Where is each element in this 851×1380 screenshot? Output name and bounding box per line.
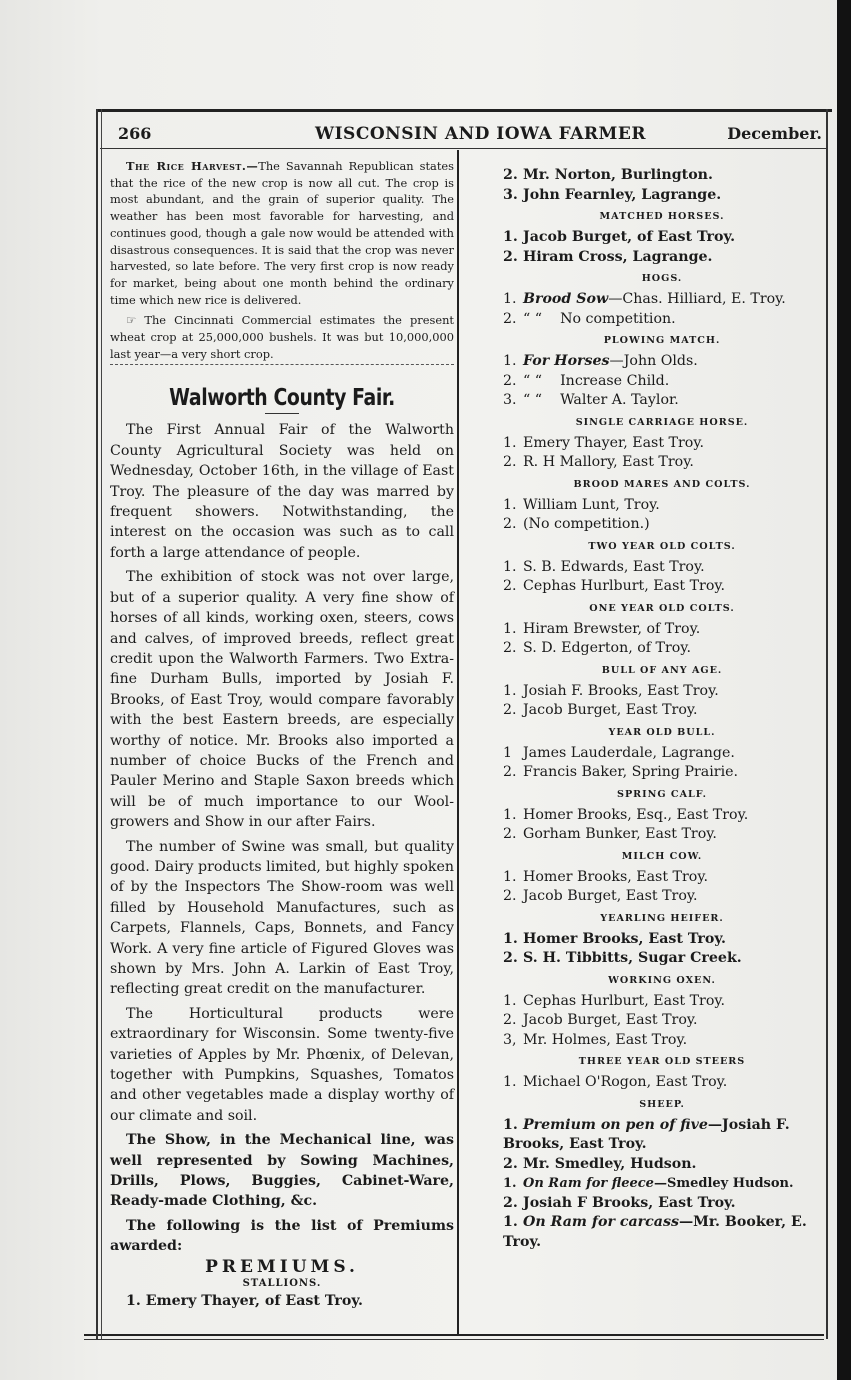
premium-entry: 2. Mr. Norton, Burlington. [503,167,713,183]
premium-entry: 2. Cephas Hurlburt, East Troy. [503,578,726,594]
premium-entry: 1. William Lunt, Troy. [503,496,660,513]
section-heading: BROOD MARES AND COLTS. [573,478,751,490]
premium-entry: 3. “ “ Walter A. Taylor. [503,392,679,408]
frame-rule [100,148,828,149]
article-heading: The Rice Harvest.— [126,159,259,173]
section-heading: SPRING CALF. [617,788,707,800]
fair-paragraph: The First Annual Fair of the Walworth County Agricultural Society was held on Wednesday, October 16th, in the village of East Troy. The pleasure of the day was marred by frequent showers. Notwithstanding, the interest on the occasion was such as to call forth a large attendance of people. [110,422,454,561]
frame-rule [84,1334,824,1336]
scan-edge [837,0,851,1380]
premium-entry: 1. Cephas Hurlburt, East Troy. [503,992,726,1009]
section-heading: TWO YEAR OLD COLTS. [588,540,736,552]
section-heading: ONE YEAR OLD COLTS. [589,602,735,614]
premium-entry: 1. Emery Thayer, East Troy. [503,434,704,451]
frame-rule [84,1339,824,1340]
frame-rule [96,109,98,1339]
premium-entry: 1. Homer Brooks, East Troy. [503,868,708,885]
premium-entry: 3, Mr. Holmes, East Troy. [503,1031,688,1048]
premium-entry: 1. Homer Brooks, East Troy. [503,930,726,947]
section-heading: YEARLING HEIFER. [600,912,724,924]
premium-entry: 2. Mr. Smedley, Hudson. [503,1155,697,1172]
premium-entry: 1 James Lauderdale, Lagrange. [503,744,735,761]
page-number: 266 [118,124,152,143]
premium-entry: 2. Jacob Burget, East Troy. [503,888,698,904]
section-heading: YEAR OLD BULL. [608,726,716,738]
premium-entry: 1. Emery Thayer, of East Troy. [126,1292,363,1309]
premium-entry: 1. Brood Sow—Chas. Hilliard, E. Troy. [503,291,786,307]
premium-entry: 1. For Horses—John Olds. [503,353,698,369]
note-text: The Cincinnati Commercial estimates the present wheat crop at 25,000,000 bushels. It was but 10,000,000 last year—a very short crop. [110,313,454,361]
article-title: Walworth County Fair. [169,385,395,412]
premium-entry: 2. Josiah F Brooks, East Troy. [503,1194,736,1211]
premium-entry: 2. Hiram Cross, Lagrange. [503,248,713,265]
premium-entry: 1. Homer Brooks, Esq., East Troy. [503,806,749,823]
fair-paragraph: The following is the list of Premiums awarded: [110,1217,454,1255]
premium-entry: 1. On Ram for fleece—Smedley Hudson. [503,1176,794,1191]
premium-entry: 1. Michael O'Rogon, East Troy. [503,1074,728,1090]
premium-entry: 1. S. B. Edwards, East Troy. [503,558,705,575]
rice-harvest-article [110,158,454,308]
premium-entry: 1. Jacob Burget, of East Troy. [503,229,736,245]
right-column [503,166,821,1252]
premium-entry: 2. R. H Mallory, East Troy. [503,454,694,470]
premium-entry: 2. Jacob Burget, East Troy. [503,702,698,718]
premium-entry: 3. John Fearnley, Lagrange. [503,186,722,203]
section-heading: BULL OF ANY AGE. [601,664,723,676]
issue-month: December. [727,124,822,143]
publication-title: WISCONSIN AND IOWA FARMER [315,124,646,144]
section-heading: SINGLE CARRIAGE HORSE. [575,416,749,428]
pointing-hand-icon: ☞ [126,313,137,328]
section-heading: PLOWING MATCH. [603,335,721,346]
section-heading: MATCHED HORSES. [599,211,725,222]
premium-entry: 2. Gorham Bunker, East Troy. [503,826,717,842]
premium-entry: 2. “ “ No competition. [503,310,676,327]
premium-entry: 1. Josiah F. Brooks, East Troy. [503,682,719,699]
fair-paragraph: The Show, in the Mechanical line, was well represented by Sowing Machines, Drills, Plows, Buggies, Cabinet-Ware, Ready-made Clothing, &c. [110,1132,454,1210]
section-heading: SHEEP. [639,1098,685,1110]
premium-entry: 2. (No competition.) [503,516,650,532]
section-heading: THREE YEAR OLD STEERS [578,1056,746,1067]
title-rule [265,413,299,414]
frame-rule [96,109,832,112]
left-column [110,158,454,1311]
article-text: The Savannah Republican states that the rice of the new crop is now all cut. The crop is most abundant, and the grain of superior quality. The weather has been most favorable for harvesting, and continues good, though a gale now would be attended with disastrous consequences. It is said that the crop was never harvested, so late before. The very first crop is now ready for market, being about one month behind the ordinary time which new rice is delivered. [110,159,454,307]
section-heading: MILCH COW. [621,850,703,862]
premium-entry: 1. On Ram for carcass—Mr. Booker, E. Troy. [503,1214,807,1250]
section-heading: HOGS. [641,273,683,284]
frame-rule [826,109,828,1339]
column-divider [457,150,459,1334]
fair-paragraph: The Horticultural products were extraordinary for Wisconsin. Some twenty-five varieties of Apples by Mr. Phœnix, of Delevan, together with Pumpkins, Squashes, Tomatos and other vegetables made a display worthy of our climate and soil. [110,1005,454,1124]
fair-paragraph: The number of Swine was small, but quality good. Dairy products limited, but highly spoken of by the Inspectors The Show-room was well filled by Household Manufactures, such as Carpets, Flannels, Caps, Bonnets, and Fancy Work. A very fine article of Figured Gloves was shown by Mrs. John A. Larkin of East Troy, reflecting great credit on the manufacturer. [110,838,454,998]
running-header [110,124,822,146]
section-heading: WORKING OXEN. [608,974,716,986]
premium-entry: 2. Jacob Burget, East Troy. [503,1012,698,1028]
section-heading: STALLIONS. [242,1277,322,1289]
premium-entry: 1. Premium on pen of five—Josiah F. Brooks, East Troy. [503,1116,790,1152]
cincinnati-note [110,312,454,362]
separator-rule [110,364,454,371]
premium-entry: 2. “ “ Increase Child. [503,372,670,389]
premium-entry: 1. Hiram Brewster, of Troy. [503,620,701,637]
premium-entry: 2. S. H. Tibbitts, Sugar Creek. [503,950,742,966]
premium-entry: 2. S. D. Edgerton, of Troy. [503,640,691,656]
premium-entry: 2. Francis Baker, Spring Prairie. [503,764,739,780]
premiums-heading: PREMIUMS. [205,1256,359,1277]
fair-paragraph: The exhibition of stock was not over large, but of a superior quality. A very fine show of horses of all kinds, working oxen, steers, cows and calves, of improved breeds, reflect great credit upon the Walworth Farmers. Two Extra-fine Durham Bulls, imported by Josiah F. Brooks, of East Troy, would compare favorably with the best Eastern breeds, are especially worthy of notice. Mr. Brooks also imported a number of choice Bucks of the French and Pauler Merino and Staple Saxon breeds which will be of much importance to our Wool-growers and Show in our after Fairs. [110,569,454,831]
frame-rule [101,109,102,1339]
